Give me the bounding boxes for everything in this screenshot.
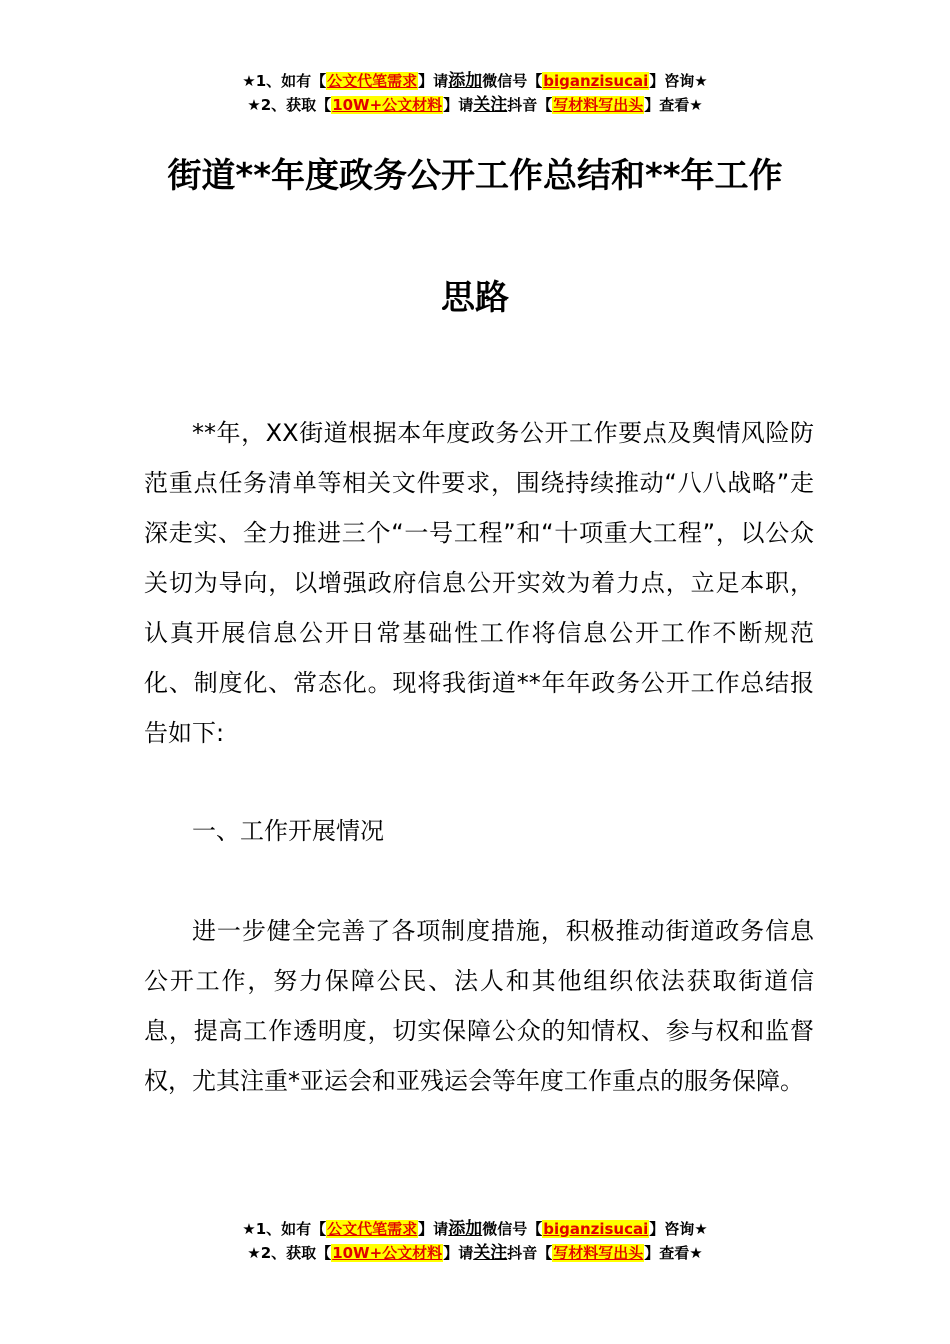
promo-highlight: 10W+公文材料 [332,1244,443,1262]
promo-text: ★1、如有【 [242,72,327,90]
promo-highlight: 公文代笔需求 [327,1220,418,1238]
promo-text: 】咨询★ [649,1220,708,1238]
body-paragraph-section-1: 进一步健全完善了各项制度措施，积极推动街道政务信息公开工作，努力保障公民、法人和其他组织依法获取街道信息，提高工作透明度，切实保障公众的知情权、参与权和监督权，尤其注重*亚运会和亚残运会等年度工作重点的服务保障。 [144,917,814,1095]
promo-text: 】请 [418,1220,449,1238]
promo-header [0,69,950,117]
promo-emphasis: 添加 [448,1219,483,1239]
promo-text: 】咨询★ [649,72,708,90]
promo-text: ★1、如有【 [242,1220,327,1238]
promo-emphasis: 关注 [473,95,508,115]
promo-text: 微信号【 [482,72,543,90]
promo-text: 微信号【 [482,1220,543,1238]
promo-footer [0,1217,950,1265]
promo-highlight: 写材料写出头 [553,96,644,114]
promo-highlight: 10W+公文材料 [332,96,443,114]
document-title-line-1: 街道**年度政务公开工作总结和**年工作 [167,156,783,196]
document-title-line-2: 思路 [441,278,509,318]
promo-line-1 [0,69,950,93]
promo-line-2 [0,1241,950,1265]
promo-text: ★2、获取【 [247,1244,332,1262]
promo-text: 抖音【 [507,96,553,114]
promo-highlight: biganzisucai [543,1220,649,1238]
promo-text: 】请 [443,1244,474,1262]
promo-text: ★2、获取【 [247,96,332,114]
body-paragraph-intro: **年，XX街道根据本年度政务公开工作要点及舆情风险防范重点任务清单等相关文件要求，围绕持续推动“八八战略”走深走实、全力推进三个“一号工程”和“十项重大工程”，以公众关切为导向，以增强政府信息公开实效为着力点，立足本职，认真开展信息公开日常基础性工作将信息公开工作不断规范化、制度化、常态化。现将我街道**年年政务公开工作总结报告如下: [144,419,814,747]
promo-emphasis: 添加 [448,71,483,91]
promo-line-1 [0,1217,950,1241]
promo-highlight: biganzisucai [543,72,649,90]
promo-highlight: 公文代笔需求 [327,72,418,90]
promo-text: 】请 [443,96,474,114]
promo-text: 抖音【 [507,1244,553,1262]
promo-text: 】查看★ [644,1244,703,1262]
promo-emphasis: 关注 [473,1243,508,1263]
promo-highlight: 写材料写出头 [553,1244,644,1262]
promo-text: 】查看★ [644,96,703,114]
promo-line-2 [0,93,950,117]
promo-text: 】请 [418,72,449,90]
section-heading: 一、工作开展情况 [192,817,384,845]
